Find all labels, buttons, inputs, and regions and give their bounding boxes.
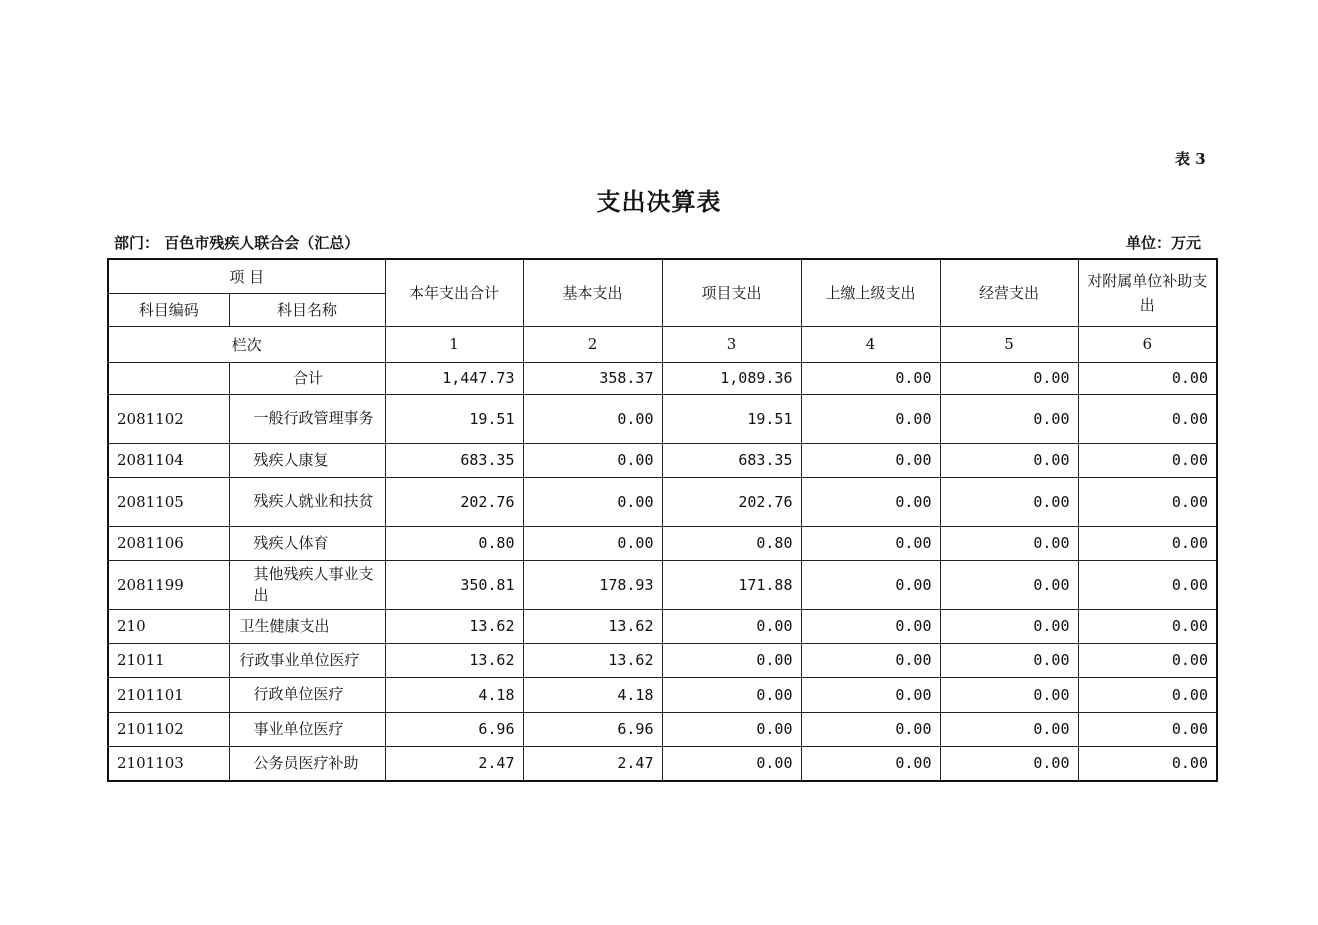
amount-cell: 0.00 — [801, 443, 940, 477]
index-cell: 2 — [523, 326, 662, 362]
subject-code-cell: 2081105 — [108, 477, 229, 526]
table-row — [108, 712, 1217, 746]
amount-cell: 0.00 — [1078, 746, 1217, 781]
amount-cell: 0.00 — [1078, 643, 1217, 677]
amount-cell: 0.00 — [523, 526, 662, 560]
expenditure-table — [107, 258, 1218, 782]
amount-cell: 0.00 — [940, 443, 1078, 477]
subject-name-cell: 残疾人就业和扶贫 — [229, 477, 385, 526]
table-row — [108, 477, 1217, 526]
amount-cell: 0.00 — [662, 609, 801, 643]
amount-cell: 4.18 — [523, 677, 662, 712]
amount-cell: 0.00 — [801, 362, 940, 394]
amount-cell: 1,447.73 — [385, 362, 523, 394]
subject-name-cell: 行政事业单位医疗 — [229, 643, 385, 677]
amount-cell: 13.62 — [523, 609, 662, 643]
amount-cell: 0.00 — [801, 526, 940, 560]
amount-cell: 0.00 — [940, 526, 1078, 560]
subject-code-cell: 2101102 — [108, 712, 229, 746]
amount-cell: 0.00 — [940, 362, 1078, 394]
amount-cell: 6.96 — [385, 712, 523, 746]
amount-cell: 0.00 — [801, 746, 940, 781]
index-cell: 5 — [940, 326, 1078, 362]
subject-name-cell: 行政单位医疗 — [229, 677, 385, 712]
amount-cell: 0.00 — [801, 712, 940, 746]
amount-cell: 683.35 — [662, 443, 801, 477]
index-cell: 1 — [385, 326, 523, 362]
index-cell: 6 — [1078, 326, 1217, 362]
page-title: 支出决算表 — [596, 187, 722, 216]
index-cell: 3 — [662, 326, 801, 362]
subject-name-cell: 卫生健康支出 — [229, 609, 385, 643]
amount-cell: 0.00 — [1078, 609, 1217, 643]
table-row — [108, 362, 1217, 394]
table-row — [108, 609, 1217, 643]
table-number: 表 3 — [1175, 150, 1206, 168]
amount-cell: 13.62 — [385, 643, 523, 677]
amount-cell: 4.18 — [385, 677, 523, 712]
subject-name-cell: 事业单位医疗 — [229, 712, 385, 746]
index-cell: 4 — [801, 326, 940, 362]
amount-cell: 2.47 — [523, 746, 662, 781]
amount-cell: 0.00 — [801, 560, 940, 609]
header-subject-code: 科目编码 — [108, 293, 229, 326]
subject-name-cell: 公务员医疗补助 — [229, 746, 385, 781]
amount-cell: 6.96 — [523, 712, 662, 746]
amount-cell: 350.81 — [385, 560, 523, 609]
index-row — [108, 326, 1217, 362]
subject-code-cell: 2101101 — [108, 677, 229, 712]
amount-cell: 0.00 — [523, 394, 662, 443]
amount-cell: 0.00 — [1078, 712, 1217, 746]
amount-cell: 2.47 — [385, 746, 523, 781]
table-row — [108, 746, 1217, 781]
subject-code-cell: 210 — [108, 609, 229, 643]
amount-cell: 0.00 — [1078, 443, 1217, 477]
amount-cell: 202.76 — [385, 477, 523, 526]
amount-cell: 683.35 — [385, 443, 523, 477]
amount-cell: 0.00 — [662, 712, 801, 746]
amount-cell: 0.00 — [940, 712, 1078, 746]
amount-cell: 1,089.36 — [662, 362, 801, 394]
amount-cell: 0.00 — [1078, 677, 1217, 712]
header-total-expenditure: 本年支出合计 — [385, 259, 523, 326]
table-row — [108, 394, 1217, 443]
amount-cell: 0.00 — [1078, 477, 1217, 526]
amount-cell: 0.00 — [940, 394, 1078, 443]
subject-code-cell: 2081106 — [108, 526, 229, 560]
subject-name-cell: 一般行政管理事务 — [229, 394, 385, 443]
header-subsidy-expenditure: 对附属单位补助支出 — [1078, 259, 1217, 326]
header-basic-expenditure: 基本支出 — [523, 259, 662, 326]
amount-cell: 0.00 — [940, 477, 1078, 526]
header-operating-expenditure: 经营支出 — [940, 259, 1078, 326]
amount-cell: 0.80 — [385, 526, 523, 560]
subject-code-cell — [108, 362, 229, 394]
amount-cell: 0.00 — [662, 677, 801, 712]
table-row — [108, 643, 1217, 677]
amount-cell: 0.00 — [523, 477, 662, 526]
subject-name-cell: 合计 — [229, 362, 385, 394]
subject-name-cell: 其他残疾人事业支出 — [229, 560, 385, 609]
index-label: 栏次 — [108, 326, 385, 362]
subject-code-cell: 2081104 — [108, 443, 229, 477]
subject-name-cell: 残疾人体育 — [229, 526, 385, 560]
table-row — [108, 677, 1217, 712]
amount-cell: 0.00 — [1078, 394, 1217, 443]
table-row — [108, 560, 1217, 609]
subject-code-cell: 2081102 — [108, 394, 229, 443]
subject-code-cell: 21011 — [108, 643, 229, 677]
amount-cell: 0.00 — [1078, 560, 1217, 609]
amount-cell: 0.80 — [662, 526, 801, 560]
amount-cell: 202.76 — [662, 477, 801, 526]
amount-cell: 0.00 — [940, 609, 1078, 643]
table-row — [108, 526, 1217, 560]
subject-code-cell: 2081199 — [108, 560, 229, 609]
header-project-expenditure: 项目支出 — [662, 259, 801, 326]
amount-cell: 0.00 — [940, 560, 1078, 609]
amount-cell: 0.00 — [801, 394, 940, 443]
amount-cell: 0.00 — [662, 643, 801, 677]
amount-cell: 0.00 — [801, 609, 940, 643]
amount-cell: 0.00 — [801, 643, 940, 677]
amount-cell: 0.00 — [940, 643, 1078, 677]
amount-cell: 171.88 — [662, 560, 801, 609]
amount-cell: 0.00 — [1078, 362, 1217, 394]
subject-code-cell: 2101103 — [108, 746, 229, 781]
header-subject-name: 科目名称 — [229, 293, 385, 326]
amount-cell: 19.51 — [662, 394, 801, 443]
subject-name-cell: 残疾人康复 — [229, 443, 385, 477]
amount-cell: 19.51 — [385, 394, 523, 443]
amount-cell: 0.00 — [801, 477, 940, 526]
amount-cell: 13.62 — [385, 609, 523, 643]
amount-cell: 0.00 — [940, 677, 1078, 712]
amount-cell: 178.93 — [523, 560, 662, 609]
header-upper-level-expenditure: 上缴上级支出 — [801, 259, 940, 326]
unit-label: 单位：万元 — [1126, 234, 1202, 252]
header-item-group: 项 目 — [108, 259, 385, 293]
department-label: 部门： 百色市残疾人联合会（汇总） — [114, 234, 360, 252]
amount-cell: 0.00 — [940, 746, 1078, 781]
amount-cell: 13.62 — [523, 643, 662, 677]
table-row — [108, 443, 1217, 477]
amount-cell: 358.37 — [523, 362, 662, 394]
amount-cell: 0.00 — [801, 677, 940, 712]
amount-cell: 0.00 — [662, 746, 801, 781]
amount-cell: 0.00 — [1078, 526, 1217, 560]
amount-cell: 0.00 — [523, 443, 662, 477]
